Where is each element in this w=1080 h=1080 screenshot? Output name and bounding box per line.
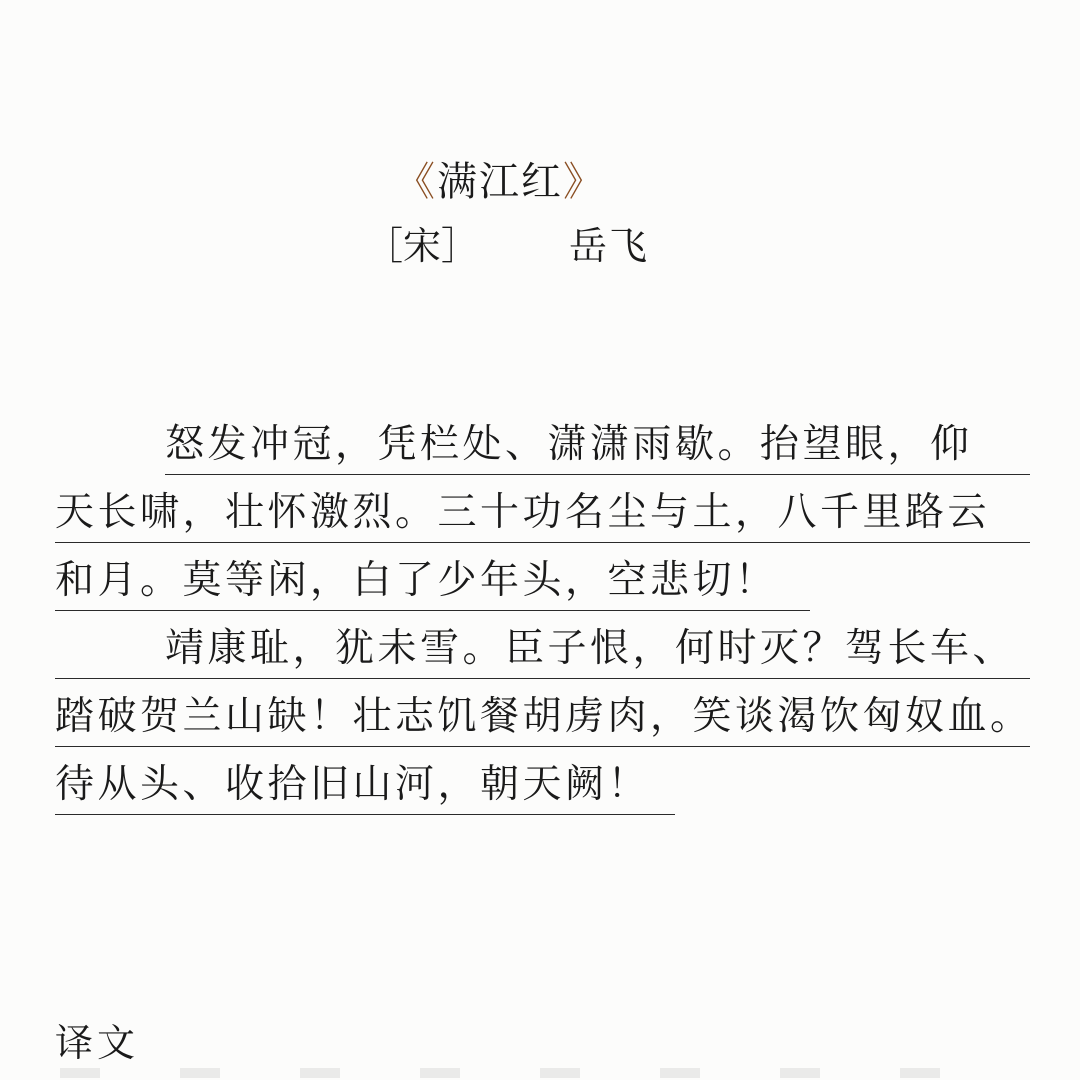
poem-body	[55, 415, 1033, 823]
underline-rule	[55, 678, 1030, 679]
title-text: 满江红	[437, 159, 563, 205]
poem-title	[0, 150, 1000, 207]
underline-rule	[55, 746, 1030, 747]
title-close-bracket: 》	[563, 159, 605, 205]
poem-line	[55, 755, 1030, 823]
poem-line	[55, 687, 1033, 755]
poem-line-text: 靖康耻，犹未雪。臣子恨，何时灭？驾长车、	[165, 626, 1016, 671]
poem-line	[55, 619, 1030, 687]
underline-rule	[55, 814, 675, 815]
underline-rule	[165, 474, 1030, 475]
cropped-next-line	[60, 1068, 960, 1078]
poem-line-text: 天长啸，壮怀激烈。三十功名尘与土，八千里路云	[55, 490, 991, 535]
poem-line	[55, 483, 1030, 551]
poem-line-text: 和月。莫等闲，白了少年头，空悲切！	[55, 558, 778, 603]
poem-line-text: 踏破贺兰山缺！壮志饥餐胡虏肉，笑谈渴饮匈奴血。	[55, 694, 1033, 739]
author-name: 岳飞	[569, 224, 650, 268]
dynasty-label: ［宋］	[365, 224, 480, 268]
underline-rule	[55, 542, 1030, 543]
translation-heading: 译文	[55, 1021, 140, 1065]
underline-rule	[55, 610, 810, 611]
poem-line	[55, 415, 1030, 483]
poem-line-text: 待从头、收拾旧山河，朝天阙！	[55, 762, 651, 807]
poem-line	[55, 551, 1030, 619]
byline	[365, 215, 649, 270]
title-open-bracket: 《	[395, 159, 437, 205]
poem-line-text: 怒发冲冠，凭栏处、潇潇雨歇。抬望眼，仰	[165, 422, 973, 467]
